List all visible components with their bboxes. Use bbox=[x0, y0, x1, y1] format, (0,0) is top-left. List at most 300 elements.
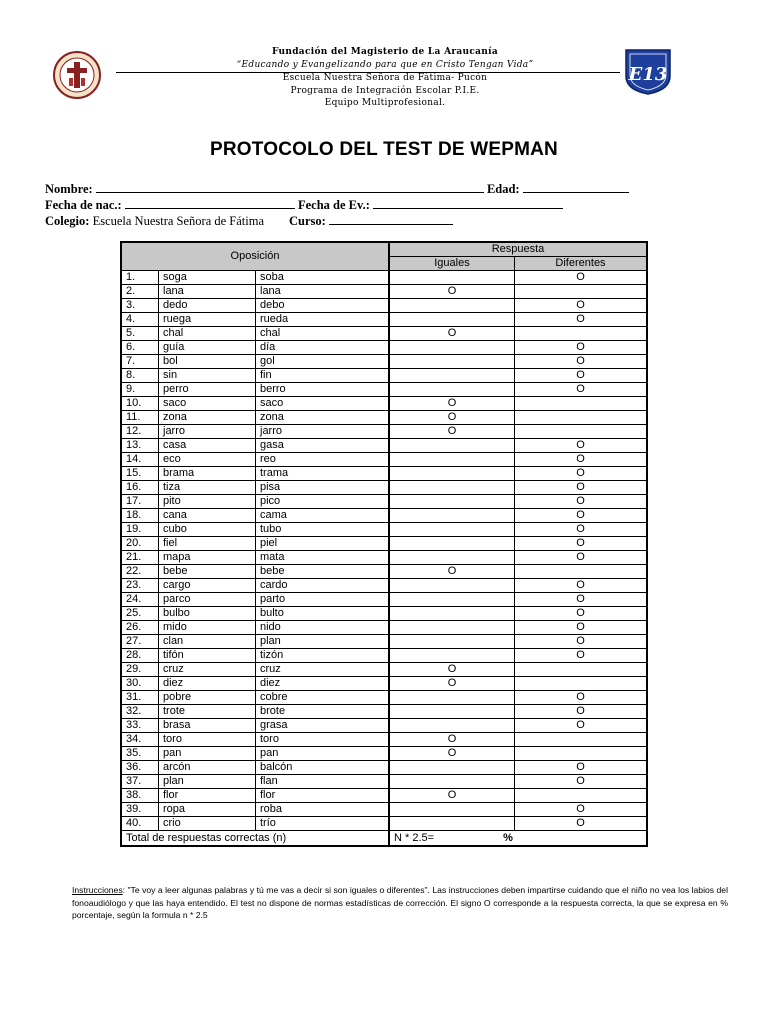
word-b: pico bbox=[256, 495, 390, 509]
correct-mark: O bbox=[447, 747, 457, 759]
correct-mark: O bbox=[447, 397, 457, 409]
table-row bbox=[121, 817, 647, 831]
table-row bbox=[121, 691, 647, 705]
iguales-cell[interactable] bbox=[389, 775, 515, 789]
word-a: cruz bbox=[159, 663, 256, 677]
diferentes-cell[interactable] bbox=[515, 537, 648, 551]
word-pairs-body bbox=[121, 271, 647, 831]
iguales-cell[interactable] bbox=[389, 327, 515, 341]
table-row bbox=[121, 509, 647, 523]
word-b: bulto bbox=[256, 607, 390, 621]
table-row bbox=[121, 467, 647, 481]
diferentes-cell[interactable] bbox=[515, 761, 648, 775]
word-a: chal bbox=[159, 327, 256, 341]
diferentes-cell[interactable] bbox=[515, 803, 648, 817]
diferentes-cell[interactable] bbox=[515, 775, 648, 789]
iguales-cell[interactable] bbox=[389, 383, 515, 397]
word-a: sin bbox=[159, 369, 256, 383]
correct-mark: O bbox=[576, 299, 585, 311]
iguales-cell[interactable] bbox=[389, 355, 515, 369]
iguales-cell[interactable] bbox=[389, 467, 515, 481]
word-b: balcón bbox=[256, 761, 390, 775]
nombre-field[interactable] bbox=[96, 181, 484, 193]
row-number: 26. bbox=[121, 621, 159, 635]
word-b: saco bbox=[256, 397, 390, 411]
student-info-form bbox=[45, 181, 725, 229]
program-name: Programa de Integración Escolar P.I.E. bbox=[290, 85, 480, 96]
table-row bbox=[121, 523, 647, 537]
row-number: 14. bbox=[121, 453, 159, 467]
correct-mark: O bbox=[576, 775, 585, 787]
correct-mark: O bbox=[576, 607, 585, 619]
word-b: reo bbox=[256, 453, 390, 467]
word-a: plan bbox=[159, 775, 256, 789]
correct-mark: O bbox=[576, 705, 585, 717]
instructions-text: : "Te voy a leer algunas palabras y tú me vas a decir si son iguales o diferentes". Las instrucciones deben impartirse cuidando que el niño no vea los labios del fonoaudiólogo y que las haya entendido. El test no dispone de normas estadísticas de corrección. El signo O corresponde a la respuesta correcta, la que se expresa en % porcentaje, según la formula n * 2.5 bbox=[72, 885, 728, 920]
diferentes-cell[interactable] bbox=[515, 467, 648, 481]
school-shield-logo bbox=[620, 46, 676, 96]
word-a: cargo bbox=[159, 579, 256, 593]
row-number: 13. bbox=[121, 439, 159, 453]
correct-mark: O bbox=[447, 677, 457, 689]
word-a: ruega bbox=[159, 313, 256, 327]
row-number: 27. bbox=[121, 635, 159, 649]
diferentes-cell[interactable] bbox=[515, 411, 648, 425]
diferentes-cell[interactable] bbox=[515, 495, 648, 509]
correct-mark: O bbox=[576, 537, 585, 549]
row-number: 36. bbox=[121, 761, 159, 775]
word-a: diez bbox=[159, 677, 256, 691]
school-seal-logo bbox=[52, 50, 102, 100]
respuesta-header: Respuesta bbox=[389, 242, 647, 257]
table-row bbox=[121, 789, 647, 803]
row-number: 4. bbox=[121, 313, 159, 327]
diferentes-cell[interactable] bbox=[515, 355, 648, 369]
row-number: 33. bbox=[121, 719, 159, 733]
row-number: 5. bbox=[121, 327, 159, 341]
row-number: 31. bbox=[121, 691, 159, 705]
fecha-nac-field[interactable] bbox=[125, 197, 295, 209]
iguales-cell[interactable] bbox=[389, 509, 515, 523]
word-b: cardo bbox=[256, 579, 390, 593]
correct-mark: O bbox=[447, 663, 457, 675]
word-a: pito bbox=[159, 495, 256, 509]
diferentes-cell[interactable] bbox=[515, 341, 648, 355]
correct-mark: O bbox=[576, 341, 585, 353]
word-a: toro bbox=[159, 733, 256, 747]
word-b: día bbox=[256, 341, 390, 355]
table-row bbox=[121, 537, 647, 551]
correct-mark: O bbox=[576, 383, 585, 395]
word-a: perro bbox=[159, 383, 256, 397]
correct-mark: O bbox=[576, 579, 585, 591]
word-a: cana bbox=[159, 509, 256, 523]
iguales-cell[interactable] bbox=[389, 425, 515, 439]
row-number: 18. bbox=[121, 509, 159, 523]
total-formula: N * 2.5= bbox=[394, 831, 435, 844]
word-b: trío bbox=[256, 817, 390, 831]
row-number: 32. bbox=[121, 705, 159, 719]
iguales-cell[interactable] bbox=[389, 705, 515, 719]
iguales-header: Iguales bbox=[389, 257, 515, 271]
word-a: flor bbox=[159, 789, 256, 803]
word-b: cruz bbox=[256, 663, 390, 677]
iguales-cell[interactable] bbox=[389, 439, 515, 453]
iguales-cell[interactable] bbox=[389, 285, 515, 299]
letterhead-text bbox=[150, 46, 620, 110]
table-row bbox=[121, 719, 647, 733]
row-number: 38. bbox=[121, 789, 159, 803]
row-number: 9. bbox=[121, 383, 159, 397]
diferentes-cell[interactable] bbox=[515, 383, 648, 397]
row-number: 6. bbox=[121, 341, 159, 355]
edad-field[interactable] bbox=[523, 181, 629, 193]
word-b: tubo bbox=[256, 523, 390, 537]
correct-mark: O bbox=[576, 649, 585, 661]
word-a: cubo bbox=[159, 523, 256, 537]
table-row bbox=[121, 425, 647, 439]
word-a: crio bbox=[159, 817, 256, 831]
edad-label: Edad: bbox=[486, 182, 520, 196]
word-b: tizón bbox=[256, 649, 390, 663]
correct-mark: O bbox=[447, 411, 457, 423]
word-a: zona bbox=[159, 411, 256, 425]
word-b: diez bbox=[256, 677, 390, 691]
table-row bbox=[121, 649, 647, 663]
table-row bbox=[121, 803, 647, 817]
header-divider bbox=[116, 72, 620, 73]
iguales-cell[interactable] bbox=[389, 621, 515, 635]
word-b: lana bbox=[256, 285, 390, 299]
correct-mark: O bbox=[576, 355, 585, 367]
word-a: eco bbox=[159, 453, 256, 467]
shield-logo-text: E13 bbox=[628, 64, 668, 85]
correct-mark: O bbox=[576, 761, 585, 773]
row-number: 17. bbox=[121, 495, 159, 509]
word-a: brasa bbox=[159, 719, 256, 733]
correct-mark: O bbox=[447, 285, 457, 297]
row-number: 29. bbox=[121, 663, 159, 677]
iguales-cell[interactable] bbox=[389, 817, 515, 831]
table-row bbox=[121, 481, 647, 495]
iguales-cell[interactable] bbox=[389, 649, 515, 663]
row-number: 11. bbox=[121, 411, 159, 425]
word-a: pobre bbox=[159, 691, 256, 705]
correct-mark: O bbox=[576, 803, 585, 815]
row-number: 19. bbox=[121, 523, 159, 537]
row-number: 20. bbox=[121, 537, 159, 551]
diferentes-cell[interactable] bbox=[515, 523, 648, 537]
iguales-cell[interactable] bbox=[389, 593, 515, 607]
iguales-cell[interactable] bbox=[389, 313, 515, 327]
curso-field[interactable] bbox=[329, 213, 453, 225]
correct-mark: O bbox=[576, 817, 585, 829]
word-b: berro bbox=[256, 383, 390, 397]
word-a: parco bbox=[159, 593, 256, 607]
word-a: mido bbox=[159, 621, 256, 635]
word-b: grasa bbox=[256, 719, 390, 733]
correct-mark: O bbox=[576, 453, 585, 465]
diferentes-cell[interactable] bbox=[515, 607, 648, 621]
row-number: 3. bbox=[121, 299, 159, 313]
word-a: dedo bbox=[159, 299, 256, 313]
diferentes-cell[interactable] bbox=[515, 327, 648, 341]
row-number: 30. bbox=[121, 677, 159, 691]
correct-mark: O bbox=[576, 621, 585, 633]
table-row bbox=[121, 411, 647, 425]
fecha-ev-label: Fecha de Ev.: bbox=[297, 198, 370, 212]
table-row bbox=[121, 565, 647, 579]
iguales-cell[interactable] bbox=[389, 565, 515, 579]
table-row bbox=[121, 271, 647, 285]
diferentes-cell[interactable] bbox=[515, 565, 648, 579]
iguales-cell[interactable] bbox=[389, 481, 515, 495]
diferentes-cell[interactable] bbox=[515, 313, 648, 327]
word-b: chal bbox=[256, 327, 390, 341]
table-row bbox=[121, 621, 647, 635]
nombre-label: Nombre: bbox=[45, 182, 93, 196]
table-row bbox=[121, 761, 647, 775]
word-b: soba bbox=[256, 271, 390, 285]
word-b: plan bbox=[256, 635, 390, 649]
word-a: bol bbox=[159, 355, 256, 369]
iguales-cell[interactable] bbox=[389, 789, 515, 803]
correct-mark: O bbox=[576, 719, 585, 731]
diferentes-cell[interactable] bbox=[515, 677, 648, 691]
word-a: casa bbox=[159, 439, 256, 453]
diferentes-cell[interactable] bbox=[515, 733, 648, 747]
row-number: 23. bbox=[121, 579, 159, 593]
iguales-cell[interactable] bbox=[389, 453, 515, 467]
word-b: cobre bbox=[256, 691, 390, 705]
iguales-cell[interactable] bbox=[389, 747, 515, 761]
row-number: 2. bbox=[121, 285, 159, 299]
correct-mark: O bbox=[576, 593, 585, 605]
diferentes-cell[interactable] bbox=[515, 789, 648, 803]
iguales-cell[interactable] bbox=[389, 299, 515, 313]
word-a: tifón bbox=[159, 649, 256, 663]
correct-mark: O bbox=[576, 369, 585, 381]
letterhead bbox=[0, 40, 768, 110]
diferentes-cell[interactable] bbox=[515, 285, 648, 299]
word-a: clan bbox=[159, 635, 256, 649]
form-row-fechas bbox=[45, 197, 725, 213]
foundation-name: Fundación del Magisterio de La Araucanía bbox=[272, 47, 498, 57]
form-row-colegio bbox=[45, 213, 725, 229]
word-b: roba bbox=[256, 803, 390, 817]
table-row bbox=[121, 453, 647, 467]
word-b: flor bbox=[256, 789, 390, 803]
word-a: tiza bbox=[159, 481, 256, 495]
table-row bbox=[121, 439, 647, 453]
table-row bbox=[121, 705, 647, 719]
word-b: parto bbox=[256, 593, 390, 607]
table-row bbox=[121, 635, 647, 649]
correct-mark: O bbox=[576, 439, 585, 451]
word-a: brama bbox=[159, 467, 256, 481]
diferentes-cell[interactable] bbox=[515, 425, 648, 439]
iguales-cell[interactable] bbox=[389, 537, 515, 551]
iguales-cell[interactable] bbox=[389, 733, 515, 747]
word-a: bulbo bbox=[159, 607, 256, 621]
iguales-cell[interactable] bbox=[389, 607, 515, 621]
form-row-nombre bbox=[45, 181, 725, 197]
row-number: 1. bbox=[121, 271, 159, 285]
word-b: cama bbox=[256, 509, 390, 523]
table-row bbox=[121, 327, 647, 341]
iguales-cell[interactable] bbox=[389, 551, 515, 565]
word-b: nido bbox=[256, 621, 390, 635]
correct-mark: O bbox=[447, 327, 457, 339]
iguales-cell[interactable] bbox=[389, 579, 515, 593]
table-row bbox=[121, 313, 647, 327]
row-number: 21. bbox=[121, 551, 159, 565]
diferentes-cell[interactable] bbox=[515, 579, 648, 593]
correct-mark: O bbox=[576, 509, 585, 521]
colegio-value: Escuela Nuestra Señora de Fátima bbox=[92, 214, 265, 228]
word-a: saco bbox=[159, 397, 256, 411]
instructions bbox=[72, 884, 728, 922]
diferentes-cell[interactable] bbox=[515, 453, 648, 467]
oposicion-header: Oposición bbox=[121, 242, 389, 271]
diferentes-cell[interactable] bbox=[515, 397, 648, 411]
diferentes-cell[interactable] bbox=[515, 439, 648, 453]
row-number: 10. bbox=[121, 397, 159, 411]
diferentes-cell[interactable] bbox=[515, 551, 648, 565]
word-a: bebe bbox=[159, 565, 256, 579]
diferentes-cell[interactable] bbox=[515, 747, 648, 761]
iguales-cell[interactable] bbox=[389, 719, 515, 733]
correct-mark: O bbox=[576, 271, 585, 283]
word-b: rueda bbox=[256, 313, 390, 327]
iguales-cell[interactable] bbox=[389, 411, 515, 425]
iguales-cell[interactable] bbox=[389, 341, 515, 355]
word-a: mapa bbox=[159, 551, 256, 565]
iguales-cell[interactable] bbox=[389, 523, 515, 537]
word-b: pan bbox=[256, 747, 390, 761]
diferentes-header: Diferentes bbox=[515, 257, 648, 271]
row-number: 35. bbox=[121, 747, 159, 761]
table-row bbox=[121, 355, 647, 369]
diferentes-cell[interactable] bbox=[515, 705, 648, 719]
table-row bbox=[121, 369, 647, 383]
table-row bbox=[121, 551, 647, 565]
diferentes-cell[interactable] bbox=[515, 719, 648, 733]
iguales-cell[interactable] bbox=[389, 495, 515, 509]
diferentes-cell[interactable] bbox=[515, 369, 648, 383]
team-name: Equipo Multiprofesional. bbox=[324, 98, 446, 108]
row-number: 25. bbox=[121, 607, 159, 621]
iguales-cell[interactable] bbox=[389, 369, 515, 383]
row-number: 37. bbox=[121, 775, 159, 789]
correct-mark: O bbox=[576, 691, 585, 703]
word-b: mata bbox=[256, 551, 390, 565]
word-a: guía bbox=[159, 341, 256, 355]
diferentes-cell[interactable] bbox=[515, 481, 648, 495]
total-label: Total de respuestas correctas (n) bbox=[121, 831, 389, 847]
word-a: jarro bbox=[159, 425, 256, 439]
table-row bbox=[121, 495, 647, 509]
row-number: 22. bbox=[121, 565, 159, 579]
row-number: 39. bbox=[121, 803, 159, 817]
word-a: soga bbox=[159, 271, 256, 285]
table-row bbox=[121, 341, 647, 355]
total-formula-cell bbox=[389, 831, 647, 847]
iguales-cell[interactable] bbox=[389, 691, 515, 705]
table-row bbox=[121, 733, 647, 747]
instructions-label: Instrucciones bbox=[72, 885, 123, 895]
diferentes-cell[interactable] bbox=[515, 271, 648, 285]
word-b: trama bbox=[256, 467, 390, 481]
iguales-cell[interactable] bbox=[389, 803, 515, 817]
row-number: 8. bbox=[121, 369, 159, 383]
row-number: 28. bbox=[121, 649, 159, 663]
word-a: lana bbox=[159, 285, 256, 299]
table-row bbox=[121, 663, 647, 677]
motto: “Educando y Evangelizando para que en Cristo Tengan Vida” bbox=[236, 59, 534, 70]
word-b: flan bbox=[256, 775, 390, 789]
diferentes-cell[interactable] bbox=[515, 299, 648, 313]
diferentes-cell[interactable] bbox=[515, 691, 648, 705]
word-a: arcón bbox=[159, 761, 256, 775]
word-b: jarro bbox=[256, 425, 390, 439]
correct-mark: O bbox=[576, 635, 585, 647]
diferentes-cell[interactable] bbox=[515, 509, 648, 523]
iguales-cell[interactable] bbox=[389, 635, 515, 649]
diferentes-cell[interactable] bbox=[515, 663, 648, 677]
iguales-cell[interactable] bbox=[389, 271, 515, 285]
diferentes-cell[interactable] bbox=[515, 817, 648, 831]
percent-sign: % bbox=[503, 831, 513, 844]
table-row bbox=[121, 285, 647, 299]
correct-mark: O bbox=[576, 313, 585, 325]
table-row bbox=[121, 775, 647, 789]
wepman-protocol-table bbox=[120, 241, 648, 847]
row-number: 15. bbox=[121, 467, 159, 481]
diferentes-cell[interactable] bbox=[515, 621, 648, 635]
colegio-label: Colegio: bbox=[45, 214, 90, 228]
word-b: bebe bbox=[256, 565, 390, 579]
iguales-cell[interactable] bbox=[389, 761, 515, 775]
iguales-cell[interactable] bbox=[389, 677, 515, 691]
correct-mark: O bbox=[576, 481, 585, 493]
row-number: 16. bbox=[121, 481, 159, 495]
word-b: gol bbox=[256, 355, 390, 369]
diferentes-cell[interactable] bbox=[515, 649, 648, 663]
fecha-ev-field[interactable] bbox=[373, 197, 563, 209]
page-title: PROTOCOLO DEL TEST DE WEPMAN bbox=[210, 139, 558, 160]
word-b: debo bbox=[256, 299, 390, 313]
row-number: 7. bbox=[121, 355, 159, 369]
correct-mark: O bbox=[447, 733, 457, 745]
word-a: trote bbox=[159, 705, 256, 719]
correct-mark: O bbox=[576, 495, 585, 507]
table-row bbox=[121, 579, 647, 593]
correct-mark: O bbox=[447, 789, 457, 801]
iguales-cell[interactable] bbox=[389, 397, 515, 411]
row-number: 12. bbox=[121, 425, 159, 439]
word-b: zona bbox=[256, 411, 390, 425]
diferentes-cell[interactable] bbox=[515, 593, 648, 607]
correct-mark: O bbox=[576, 523, 585, 535]
iguales-cell[interactable] bbox=[389, 663, 515, 677]
word-b: pisa bbox=[256, 481, 390, 495]
diferentes-cell[interactable] bbox=[515, 635, 648, 649]
table-row bbox=[121, 383, 647, 397]
word-b: brote bbox=[256, 705, 390, 719]
word-a: fiel bbox=[159, 537, 256, 551]
correct-mark: O bbox=[447, 425, 457, 437]
